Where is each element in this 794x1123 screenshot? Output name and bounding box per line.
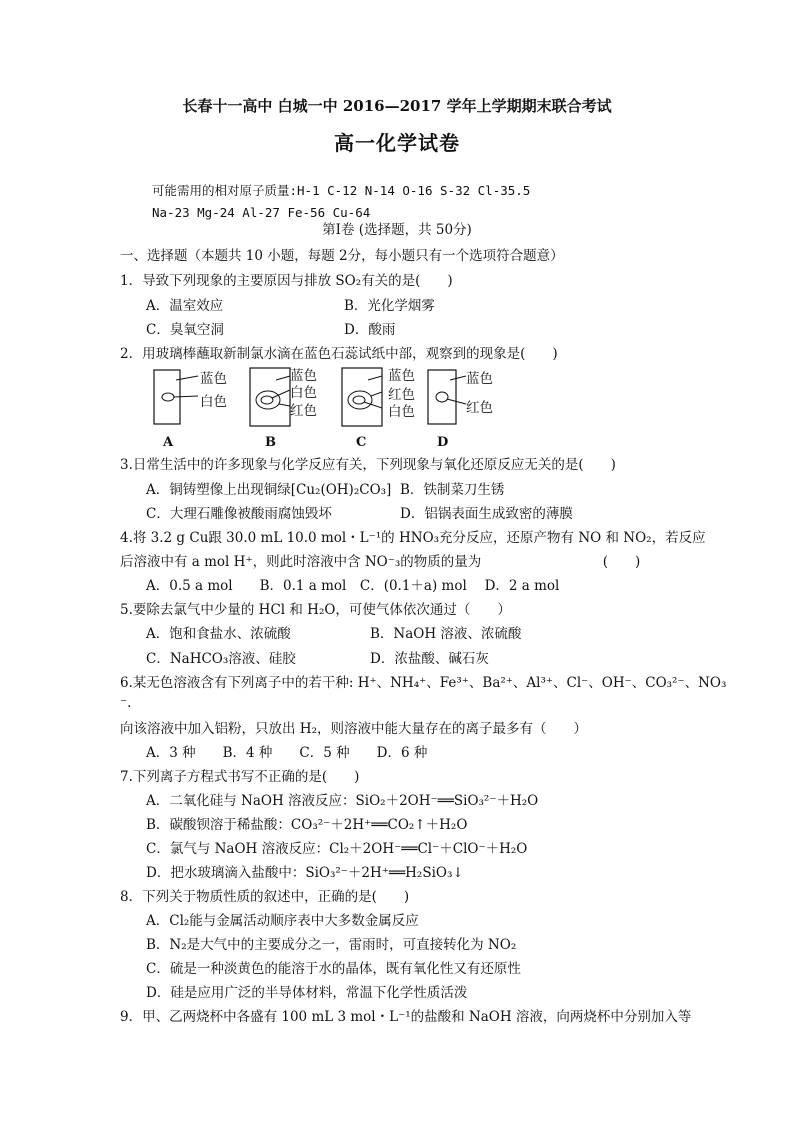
figure-b-label-red: 红色 xyxy=(290,403,317,419)
section-heading: 第Ⅰ卷 (选择题，共 50分) xyxy=(322,222,472,238)
q9-stem: 9．甲、乙两烧杯中各盛有 100 mL 3 mol・L⁻¹的盐酸和 NaOH 溶液，向两烧杯中分别加入等 xyxy=(120,1009,692,1025)
q5-option-d: D．浓盐酸、碱石灰 xyxy=(370,651,489,667)
exam-header: 长春十一高中 白城一中 2016—2017 学年上学期期末联合考试 xyxy=(182,97,612,115)
q3-option-d: D．铝锅表面生成致密的薄膜 xyxy=(400,506,573,522)
figure-c-letter: C xyxy=(356,435,367,450)
q5-option-a: A．饱和食盐水、浓硫酸 xyxy=(146,626,291,642)
atomic-masses-line2: Na-23 Mg-24 Al-27 Fe-56 Cu-64 xyxy=(152,205,371,220)
figure-d-label-red: 红色 xyxy=(466,400,493,416)
figure-a-label-blue: 蓝色 xyxy=(200,371,227,387)
q4-options: A．0.5 a mol B．0.1 a mol C．(0.1＋a) mol D．2 a mol xyxy=(146,578,560,594)
figure-c-label-white: 白色 xyxy=(388,404,415,420)
q1-option-a: A．温室效应 xyxy=(146,298,224,314)
paper-title: 高一化学试卷 xyxy=(334,131,460,155)
q5-option-b: B．NaOH 溶液、浓硫酸 xyxy=(370,626,522,642)
q3-option-c: C．大理石雕像被酸雨腐蚀毁坏 xyxy=(146,506,332,522)
q1-option-d: D．酸雨 xyxy=(344,322,396,338)
q7-option-c: C．氯气与 NaOH 溶液反应：Cl₂＋2OH⁻══Cl⁻＋ClO⁻＋H₂O xyxy=(146,841,528,857)
figure-d-label-blue: 蓝色 xyxy=(466,371,493,387)
q7-stem: 7.下列离子方程式书写不正确的是( ) xyxy=(120,769,360,785)
figure-b-letter: B xyxy=(265,435,276,450)
q6-stem-line1-tail: ⁻. xyxy=(120,695,132,711)
q6-stem-line1: 6.某无色溶液含有下列离子中的若干种: H⁺、NH₄⁺、Fe³⁺、Ba²⁺、Al³⁺、Cl⁻、OH⁻、CO₃²⁻、NO₃ xyxy=(120,675,727,691)
part-heading: 一、选择题（本题共 10 小题，每题 2分，每小题只有一个选项符合题意） xyxy=(120,248,564,264)
q8-stem: 8．下列关于物质性质的叙述中，正确的是( ) xyxy=(120,889,410,905)
q7-option-a: A．二氧化硅与 NaOH 溶液反应：SiO₂＋2OH⁻══SiO₃²⁻＋H₂O xyxy=(146,793,539,809)
atomic-masses-line1: 可能需用的相对原子质量:H-1 C-12 N-14 O-16 S-32 Cl-35.5 xyxy=(152,183,531,198)
q7-option-d: D．把水玻璃滴入盐酸中：SiO₃²⁻＋2H⁺══H₂SiO₃↓ xyxy=(146,865,464,881)
q6-stem-line2: 向该溶液中加入铝粉，只放出 H₂，则溶液中能大量存在的离子最多有（ ） xyxy=(120,721,587,737)
figure-d-letter: D xyxy=(437,435,449,450)
figure-c-label-blue: 蓝色 xyxy=(388,368,415,384)
figure-a-letter: A xyxy=(163,435,174,450)
q8-option-a: A．Cl₂能与金属活动顺序表中大多数金属反应 xyxy=(146,913,419,929)
q8-option-b: B．N₂是大气中的主要成分之一，雷雨时，可直接转化为 NO₂ xyxy=(146,937,517,953)
figure-a-label-white: 白色 xyxy=(200,394,227,410)
q1-stem: 1．导致下列现象的主要原因与排放 SO₂有关的是( ) xyxy=(120,273,453,289)
q1-option-b: B．光化学烟雾 xyxy=(344,298,435,314)
q6-options: A．3 种 B．4 种 C．5 种 D．6 种 xyxy=(146,745,428,761)
q4-stem-line2: 后溶液中有 a mol H⁺，则此时溶液中含 NO⁻₃的物质的量为 ( ) xyxy=(120,554,641,570)
q3-option-a: A．铜铸塑像上出现铜绿[Cu₂(OH)₂CO₃] xyxy=(146,482,392,498)
q7-option-b: B．碳酸钡溶于稀盐酸：CO₃²⁻＋2H⁺══CO₂↑＋H₂O xyxy=(146,817,468,833)
q3-option-b: B．铁制菜刀生锈 xyxy=(400,482,505,498)
figure-b-label-blue: 蓝色 xyxy=(290,368,317,384)
q1-option-c: C．臭氧空洞 xyxy=(146,322,224,338)
q5-stem: 5.要除去氯气中少量的 HCl 和 H₂O，可使气体依次通过（ ） xyxy=(120,602,511,618)
q2-stem: 2．用玻璃棒蘸取新制氯水滴在蓝色石蕊试纸中部，观察到的现象是( ) xyxy=(120,346,558,362)
q5-option-c: C．NaHCO₃溶液、硅胶 xyxy=(146,651,296,667)
figure-b-label-white: 白色 xyxy=(290,385,317,401)
figure-c-label-red: 红色 xyxy=(388,387,415,403)
q4-stem-line1: 4.将 3.2 g Cu跟 30.0 mL 10.0 mol・L⁻¹的 HNO₃充分反应，还原产物有 NO 和 NO₂，若反应 xyxy=(120,530,706,546)
q8-option-c: C．硫是一种淡黄色的能溶于水的晶体，既有氧化性又有还原性 xyxy=(146,961,521,977)
q3-stem: 3.日常生活中的许多现象与化学反应有关，下列现象与氧化还原反应无关的是( ) xyxy=(120,457,616,473)
q8-option-d: D．硅是应用广泛的半导体材料，常温下化学性质活泼 xyxy=(146,985,468,1001)
